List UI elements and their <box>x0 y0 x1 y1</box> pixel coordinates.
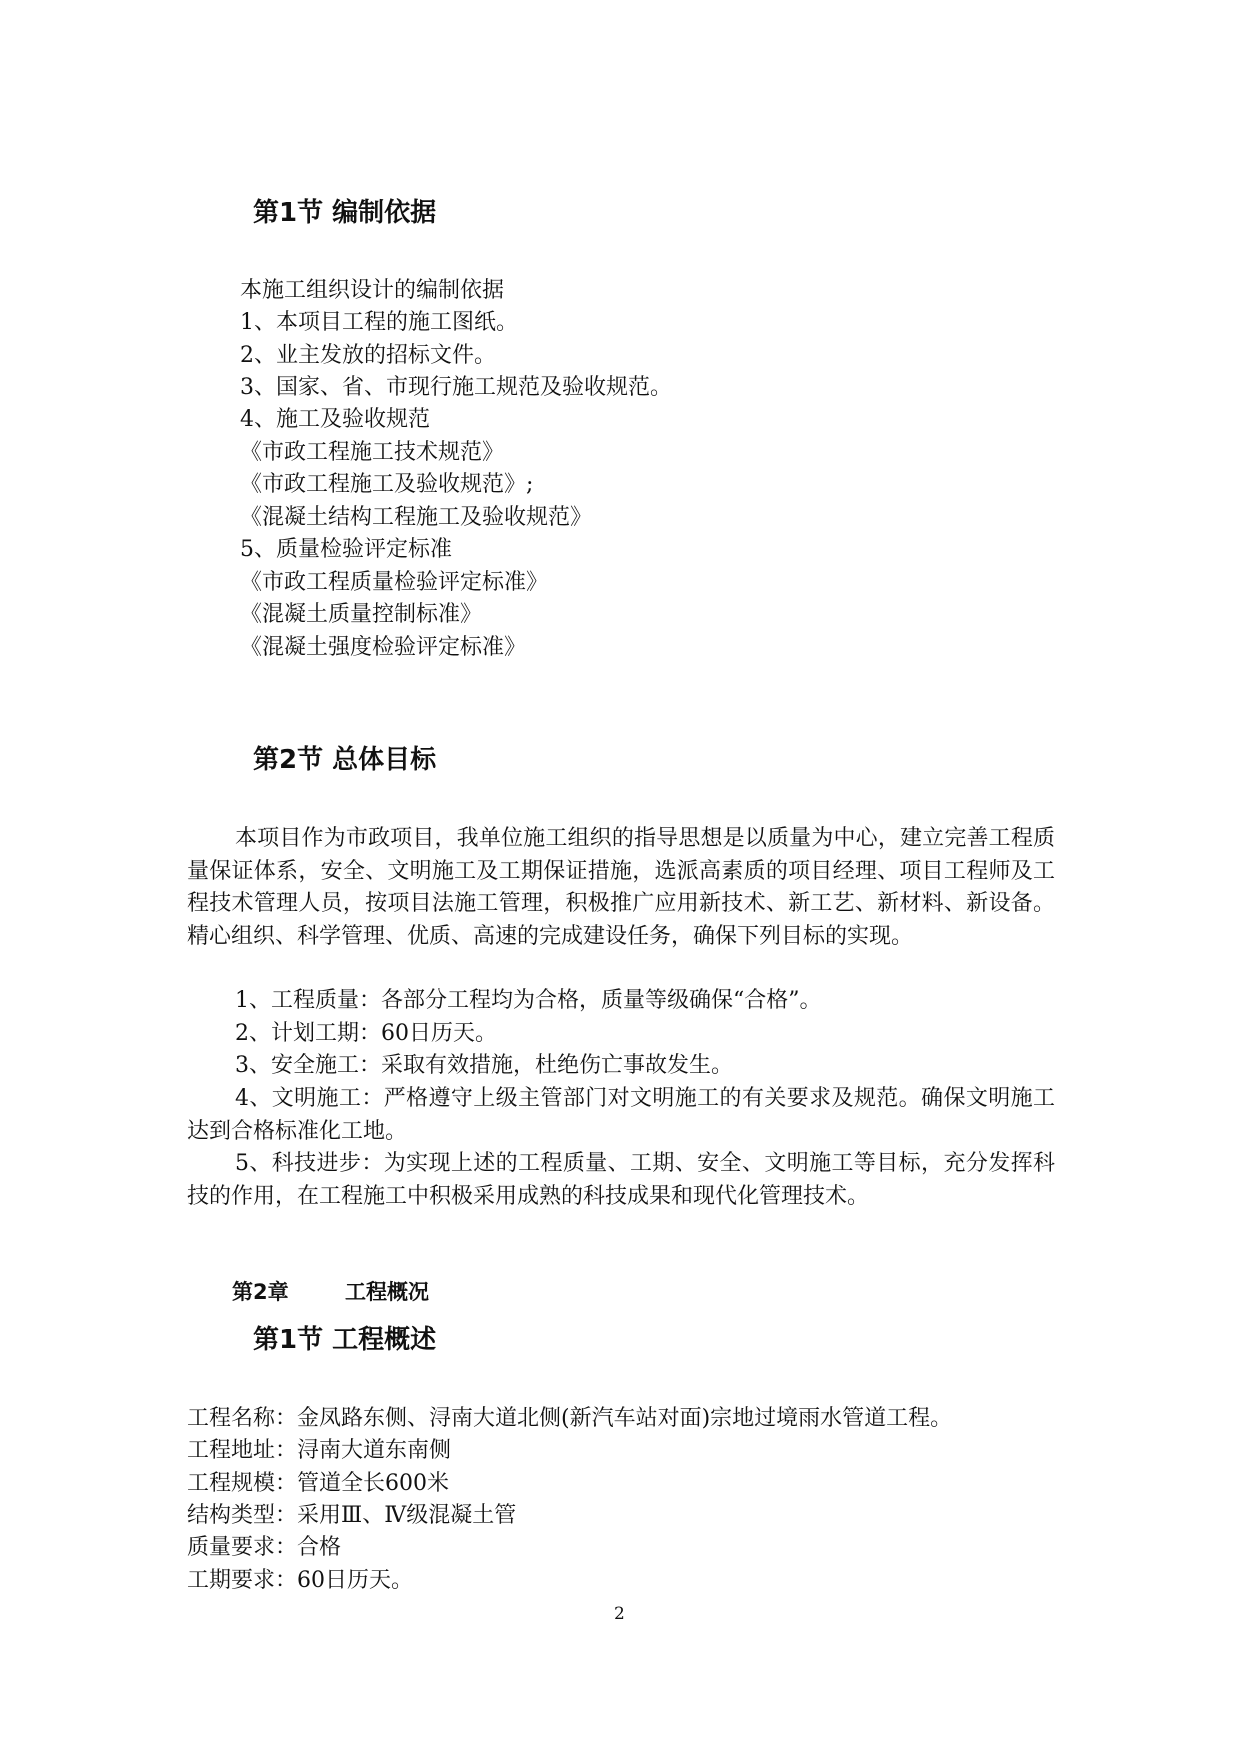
body-paragraph: 3、安全施工：采取有效措施，杜绝伤亡事故发生。 <box>235 1053 733 1078</box>
list-item: 《混凝土强度检验评定标准》 <box>240 635 527 660</box>
section-title: 第1节 工程概述 <box>253 1325 437 1355</box>
info-line: 工程名称：金凤路东侧、浔南大道北侧(新汽车站对面)宗地过境雨水管道工程。 <box>187 1406 953 1431</box>
list-item: 《混凝土结构工程施工及验收规范》 <box>240 505 593 530</box>
list-item: 4、施工及验收规范 <box>240 407 430 432</box>
page-number: 2 <box>614 1604 625 1624</box>
info-line: 工期要求：60日历天。 <box>187 1568 413 1593</box>
section-title: 第2节 总体目标 <box>253 745 437 775</box>
chapter-number: 第2章 <box>232 1280 289 1304</box>
list-item: 1、本项目工程的施工图纸。 <box>240 310 518 335</box>
info-line: 质量要求：合格 <box>187 1535 342 1560</box>
info-line: 工程地址：浔南大道东南侧 <box>187 1438 452 1463</box>
body-paragraph: 2、计划工期：60日历天。 <box>235 1021 497 1046</box>
list-item: 2、业主发放的招标文件。 <box>240 343 496 368</box>
section-title: 第1节 编制依据 <box>253 198 437 228</box>
body-paragraph: 4、文明施工：严格遵守上级主管部门对文明施工的有关要求及规范。确保文明施工达到合格标准化工地。 <box>187 1086 1055 1144</box>
section-intro: 本施工组织设计的编制依据 <box>240 278 505 303</box>
list-item: 《市政工程施工及验收规范》; <box>240 472 534 497</box>
body-paragraph: 1、工程质量：各部分工程均为合格，质量等级确保“合格”。 <box>235 988 822 1013</box>
list-item: 《市政工程质量检验评定标准》 <box>240 570 549 595</box>
info-line: 结构类型：采用Ⅲ、Ⅳ级混凝土管 <box>187 1503 517 1528</box>
body-paragraph: 5、科技进步：为实现上述的工程质量、工期、安全、文明施工等目标，充分发挥科技的作用，在工程施工中积极采用成熟的科技成果和现代化管理技术。 <box>187 1151 1055 1209</box>
info-line: 工程规模：管道全长600米 <box>187 1471 449 1496</box>
list-item: 《混凝土质量控制标准》 <box>240 602 483 627</box>
list-item: 5、质量检验评定标准 <box>240 537 452 562</box>
list-item: 3、国家、省、市现行施工规范及验收规范。 <box>240 375 672 400</box>
body-paragraph: 本项目作为市政项目，我单位施工组织的指导思想是以质量为中心，建立完善工程质量保证体系，安全、文明施工及工期保证措施，选派高素质的项目经理、项目工程师及工程技术管理人员，按项目法施工管理，积极推广应用新技术、新工艺、新材料、新设备。精心组织、科学管理、优质、高速的完成建设任务，确保下列目标的实现。 <box>187 826 1055 949</box>
chapter-title: 工程概况 <box>345 1280 429 1304</box>
list-item: 《市政工程施工技术规范》 <box>240 440 505 465</box>
